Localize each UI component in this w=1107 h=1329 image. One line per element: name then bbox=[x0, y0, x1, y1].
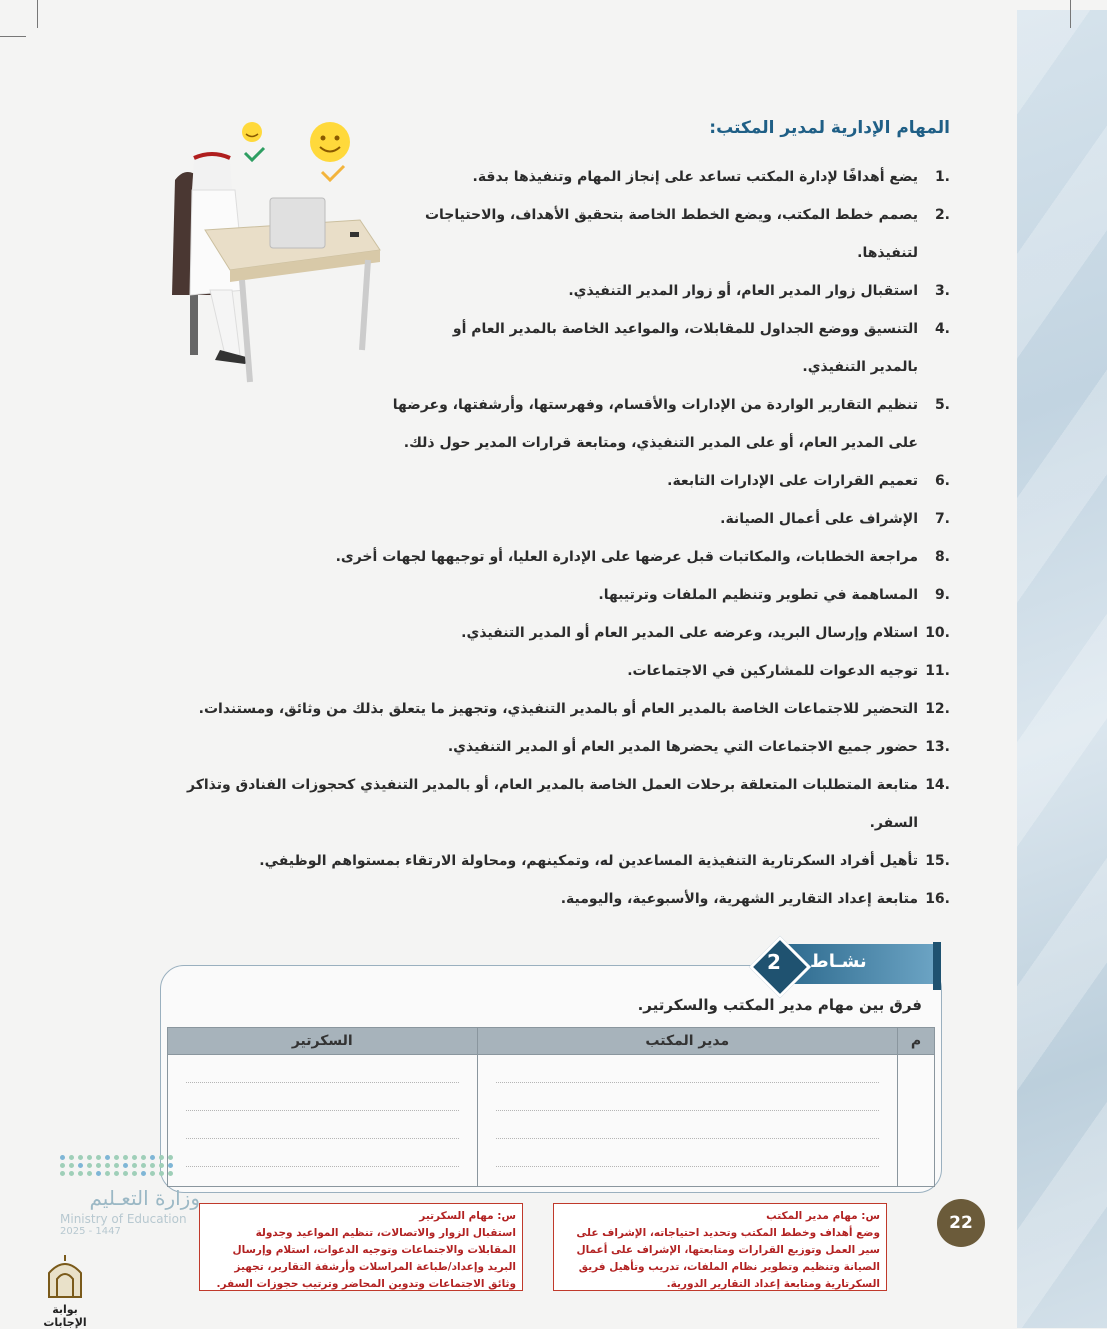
logo-dot bbox=[78, 1171, 83, 1176]
task-item bbox=[150, 196, 950, 234]
ministry-year: 2025 - 1447 bbox=[60, 1226, 121, 1237]
activity-prompt: فرق بين مهام مدير المكتب والسكرتير. bbox=[637, 996, 922, 1014]
task-number: 12. bbox=[925, 701, 950, 717]
logo-dot bbox=[78, 1163, 83, 1168]
crop-mark bbox=[0, 36, 26, 37]
task-text: بالمدير التنفيذي. bbox=[802, 359, 918, 375]
logo-dot bbox=[132, 1155, 137, 1160]
logo-dot bbox=[60, 1155, 65, 1160]
column-header-index: م bbox=[898, 1028, 935, 1055]
task-item bbox=[150, 462, 950, 500]
logo-dot bbox=[123, 1171, 128, 1176]
task-item bbox=[150, 690, 950, 728]
task-item bbox=[150, 272, 950, 310]
task-text: مراجعة الخطابات، والمكاتبات قبل عرضها على الإدارة العليا، أو توجيهها لجهات أخرى. bbox=[335, 549, 918, 565]
logo-dot bbox=[150, 1155, 155, 1160]
task-number: 1. bbox=[934, 169, 950, 185]
task-item bbox=[150, 728, 950, 766]
task-number: 5. bbox=[934, 397, 950, 413]
column-header-secretary: السكرتير bbox=[168, 1028, 478, 1055]
task-number: 3. bbox=[934, 283, 950, 299]
logo-dot bbox=[114, 1171, 119, 1176]
logo-dot bbox=[168, 1171, 173, 1176]
task-number: 11. bbox=[925, 663, 950, 679]
logo-dot bbox=[132, 1171, 137, 1176]
crop-mark bbox=[1070, 0, 1071, 28]
task-text: الإشراف على أعمال الصيانة. bbox=[720, 511, 918, 527]
logo-dot bbox=[105, 1155, 110, 1160]
logo-dot bbox=[123, 1155, 128, 1160]
logo-dot bbox=[123, 1163, 128, 1168]
task-item bbox=[150, 348, 950, 386]
task-text: يضع أهدافًا لإدارة المكتب تساعد على إنجاز المهام وتنفيذها بدقة. bbox=[472, 169, 918, 185]
task-number: 7. bbox=[934, 511, 950, 527]
task-text: توجيه الدعوات للمشاركين في الاجتماعات. bbox=[627, 663, 918, 679]
secretary-answer-box bbox=[199, 1203, 523, 1291]
task-text: تأهيل أفراد السكرتارية التنفيذية المساعدين له، وتمكينهم، ومحاولة الارتقاء بمستواهم الوظيفي. bbox=[259, 853, 918, 869]
logo-dot bbox=[96, 1163, 101, 1168]
logo-dot bbox=[141, 1163, 146, 1168]
logo-dot bbox=[96, 1171, 101, 1176]
task-text: استلام وإرسال البريد، وعرضه على المدير العام أو المدير التنفيذي. bbox=[461, 625, 918, 641]
manager-answer-cell[interactable] bbox=[477, 1055, 897, 1187]
task-text: تنظيم التقارير الواردة من الإدارات والأقسام، وفهرستها، وأرشفتها، وعرضها bbox=[392, 397, 918, 413]
task-text: لتنفيذها. bbox=[857, 245, 918, 261]
logo-dot bbox=[96, 1155, 101, 1160]
logo-dot bbox=[69, 1171, 74, 1176]
task-item bbox=[150, 424, 950, 462]
logo-dot bbox=[114, 1163, 119, 1168]
activity-header bbox=[755, 942, 945, 988]
crop-mark bbox=[37, 0, 38, 28]
activity-number: 2 bbox=[767, 950, 781, 974]
task-text: متابعة إعداد التقارير الشهرية، والأسبوعية، واليومية. bbox=[560, 891, 918, 907]
task-text: المساهمة في تطوير وتنظيم الملفات وترتيبها. bbox=[598, 587, 918, 603]
task-number: 16. bbox=[925, 891, 950, 907]
task-number: 9. bbox=[934, 587, 950, 603]
column-header-manager: مدير المكتب bbox=[477, 1028, 897, 1055]
section-title: المهام الإدارية لمدير المكتب: bbox=[709, 118, 950, 138]
ministry-name-en: Ministry of Education bbox=[60, 1212, 187, 1226]
ministry-logo-icon bbox=[60, 1155, 200, 1176]
manager-answer-box bbox=[553, 1203, 887, 1291]
tasks-list bbox=[150, 158, 950, 918]
secretary-answer-title: س: مهام السكرتير bbox=[419, 1210, 516, 1222]
logo-dot bbox=[69, 1163, 74, 1168]
task-item bbox=[150, 386, 950, 424]
logo-dot bbox=[150, 1171, 155, 1176]
logo-dot bbox=[159, 1171, 164, 1176]
comparison-table bbox=[167, 1027, 935, 1187]
task-item bbox=[150, 538, 950, 576]
logo-dot bbox=[105, 1171, 110, 1176]
task-item bbox=[150, 614, 950, 652]
task-text: التحضير للاجتماعات الخاصة بالمدير العام أو بالمدير التنفيذي، وتجهيز ما يتعلق بذلك من وثائق، ومستندات. bbox=[198, 701, 918, 717]
logo-dot bbox=[87, 1171, 92, 1176]
logo-dot bbox=[141, 1155, 146, 1160]
logo-dot bbox=[159, 1163, 164, 1168]
answers-portal-logo[interactable] bbox=[30, 1255, 100, 1329]
task-text: حضور جميع الاجتماعات التي يحضرها المدير العام أو المدير التنفيذي. bbox=[447, 739, 918, 755]
logo-dot bbox=[87, 1155, 92, 1160]
task-number: 14. bbox=[925, 777, 950, 793]
logo-dot bbox=[78, 1155, 83, 1160]
task-number: 2. bbox=[934, 207, 950, 223]
task-item bbox=[150, 500, 950, 538]
logo-dot bbox=[60, 1163, 65, 1168]
task-number: 6. bbox=[934, 473, 950, 489]
task-number: 13. bbox=[925, 739, 950, 755]
task-number: 10. bbox=[925, 625, 950, 641]
task-item bbox=[150, 576, 950, 614]
task-text: على المدير العام، أو على المدير التنفيذي، ومتابعة قرارات المدير حول ذلك. bbox=[403, 435, 918, 451]
activity-label: نشـاط bbox=[810, 951, 867, 972]
manager-answer-text: وضع أهداف وخطط المكتب وتحديد احتياجاته، الإشراف على سير العمل وتوزيع القرارات ومتابعتها، الإشراف على أعمال الصيانة وتنظيم وتطوير نظام الملفات، تدريب وتأهيل فريق السكرتارية ومتابعة إعداد التقارير الدورية. bbox=[576, 1227, 880, 1290]
index-cell bbox=[898, 1055, 935, 1187]
logo-dot bbox=[150, 1163, 155, 1168]
manager-answer-title: س: مهام مدير المكتب bbox=[766, 1210, 880, 1222]
task-number: 8. bbox=[934, 549, 950, 565]
logo-dot bbox=[141, 1171, 146, 1176]
ministry-logo bbox=[60, 1155, 200, 1237]
secretary-answer-cell[interactable] bbox=[168, 1055, 478, 1187]
logo-dot bbox=[132, 1163, 137, 1168]
task-item bbox=[150, 158, 950, 196]
task-item bbox=[150, 842, 950, 880]
decorative-side-band bbox=[1017, 10, 1107, 1328]
logo-dot bbox=[168, 1155, 173, 1160]
task-item bbox=[150, 880, 950, 918]
task-text: يصمم خطط المكتب، ويضع الخطط الخاصة بتحقيق الأهداف، والاحتياجات bbox=[424, 207, 918, 223]
tasks-section bbox=[150, 118, 950, 918]
logo-dot bbox=[60, 1171, 65, 1176]
task-item bbox=[150, 766, 950, 842]
task-text: متابعة المتطلبات المتعلقة برحلات العمل الخاصة بالمدير العام، أو بالمدير التنفيذي كحجوزات الفنادق وتذاكر السفر. bbox=[187, 777, 918, 831]
task-item bbox=[150, 234, 950, 272]
secretary-answer-text: استقبال الزوار والاتصالات، تنظيم المواعيد وجدولة المقابلات والاجتماعات وتوجيه الدعوات، استلام وإرسال البريد وإعداد/طباعة المراسلات وأرشفة التقارير، تجهيز وثائق الاجتماعات وتدوين المحاضر وترتيب حجوزات السفر. bbox=[216, 1227, 516, 1290]
task-text: تعميم القرارات على الإدارات التابعة. bbox=[667, 473, 918, 489]
task-text: التنسيق ووضع الجداول للمقابلات، والمواعيد الخاصة بالمدير العام أو bbox=[452, 321, 918, 337]
task-number: 15. bbox=[925, 853, 950, 869]
logo-dot bbox=[69, 1155, 74, 1160]
task-text: استقبال زوار المدير العام، أو زوار المدير التنفيذي. bbox=[568, 283, 918, 299]
logo-dot bbox=[168, 1163, 173, 1168]
task-item bbox=[150, 652, 950, 690]
logo-dot bbox=[87, 1163, 92, 1168]
logo-dot bbox=[159, 1155, 164, 1160]
logo-dot bbox=[105, 1163, 110, 1168]
task-item bbox=[150, 310, 950, 348]
ministry-name-ar: وزارة التعـليم bbox=[89, 1186, 200, 1210]
logo-dot bbox=[114, 1155, 119, 1160]
page-number: 22 bbox=[937, 1199, 985, 1247]
task-number: 4. bbox=[934, 321, 950, 337]
building-icon bbox=[45, 1255, 85, 1299]
portal-name: بوابة الإجابات bbox=[43, 1303, 87, 1329]
